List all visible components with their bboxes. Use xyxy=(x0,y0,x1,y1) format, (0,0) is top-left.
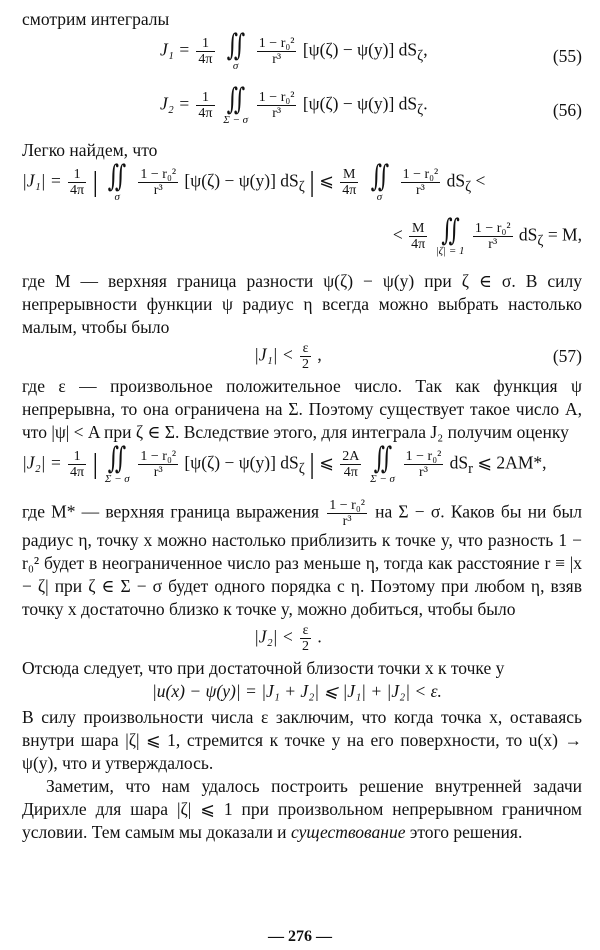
estimate-J1-line1: |J₁| = $\frac{1}{4\pi}$ | ∬ σ $\frac{\text{1 − r₀²}}{\text{r³}}$ [ψ(ζ) − ψ(y)] $dS_\zeta$ | ⩽ $\frac{M}{4\pi}$ ∬ σ $\frac{\text{1 − r₀²}}{\text{r³}}$ $dS_\zeta$ < xyxy=(22,160,486,203)
text-p3: где ε — произвольное положительное число. Так как функция ψ непрерывна, то она ограничена на Σ. Поэтому существует такое число A, что |ψ| < A при ζ ∈ Σ. Вследствие этого, для интеграла J₂ получим оценку xyxy=(22,376,582,442)
text-p6: В силу произвольности числа ε заключим, что когда точка x, оставаясь внутри шара |ζ| ⩽ 1, стремится к точке y на его поверхности, то u(x) → ψ(y), что и утверждалось. xyxy=(22,707,582,773)
equation-number: (57) xyxy=(552,346,582,366)
text-p7: Заметим, что нам удалось построить решение внутренней задачи Дирихле для шара |ζ| ⩽ 1 при произвольном непрерывном граничном условии. Тем самым мы доказали и существование этого решения. xyxy=(22,776,582,842)
equation-56: J₂ = $\frac{1}{4\pi}$ ∬ Σ − σ $\frac{\text{1 − r₀²}}{\text{r³}}$ [ψ(ζ) − ψ(y)] $dS_\zeta$. (56) xyxy=(160,83,582,126)
text-p1: Легко найдем, что xyxy=(22,140,158,160)
estimate-J1-line2: < $\frac{M}{4\pi}$ ∬ |ζ| = 1 $\frac{\text{1 − r₀²}}{\text{r³}}$ $dS_\zeta = M$, xyxy=(392,214,582,257)
text-p4: где M* — верхняя граница выражения $\frac{\text{1 − r₀²}}{\text{r³}}$ на Σ − σ. Каков бы ни был радиус η, точку x можно настолько приблизить к точке y, что разность 1 − r₀² будет в неограниченное число раз меньше η, тогда как расстояние r ≡ |x − ζ| при ζ ∈ Σ − σ будет одного порядка с η. Поэтому при любом η, взяв точку x достаточно близко к точке y, можно добиться, чтобы было xyxy=(22,498,583,619)
text-p5: Отсюда следует, что при достаточной близости точки x к точке y xyxy=(22,658,505,678)
equation-final: |u(x) − ψ(y)| = |J₁ + J₂| ⩽ |J₁| + |J₂| < ε. xyxy=(152,681,442,701)
estimate-J2: |J₂| = $\frac{1}{4\pi}$ | ∬ Σ − σ $\frac{\text{1 − r₀²}}{\text{r³}}$ [ψ(ζ) − ψ(y)] $dS_\zeta$ | ⩽ $\frac{2A}{4\pi}$ ∬ Σ − σ $\frac{\text{1 − r₀²}}{\text{r³}}$ $dS_r$ ⩽ 2AM*, xyxy=(22,442,547,485)
equation-55: J₁ = $\frac{1}{4\pi}$ ∬ σ $\frac{\text{1 − r₀²}}{\text{r³}}$ [ψ(ζ) − ψ(y)] $dS_\zeta$, (55) xyxy=(160,29,582,72)
text-intro: смотрим интегралы xyxy=(22,9,170,29)
page-content xyxy=(22,8,582,844)
equation-57: |J₁| < $\frac{\varepsilon}{2}$ , (57) xyxy=(254,341,582,372)
equation-J2-bound: |J₂| < $\frac{\varepsilon}{2}$ . xyxy=(254,623,322,654)
equation-number: (56) xyxy=(552,100,582,120)
page-number: — 276 — xyxy=(268,928,332,945)
text-p2: где M — верхняя граница разности ψ(ζ) − ψ(y) при ζ ∈ σ. В силу непрерывности функции ψ радиус η всегда можно выбрать настолько малым, чтобы было xyxy=(22,271,582,337)
equation-number: (55) xyxy=(552,46,582,66)
